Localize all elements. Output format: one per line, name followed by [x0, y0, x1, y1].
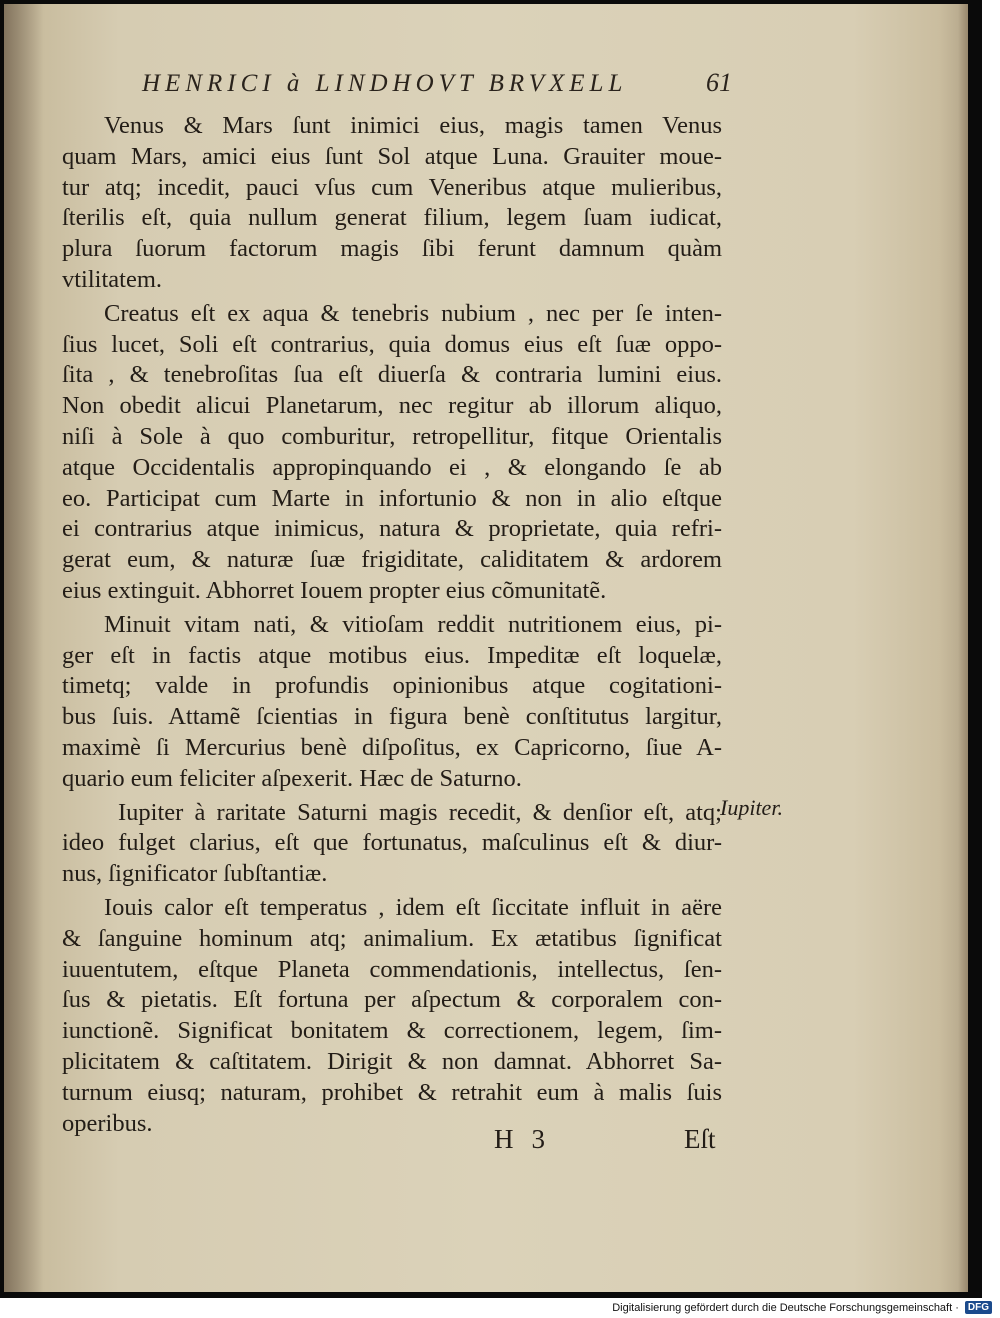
- signature-letter: H: [494, 1124, 514, 1154]
- dfg-logo: DFG: [965, 1301, 992, 1314]
- text-line: timetq; valde in profundis opinionibus atque cogitationi-: [62, 672, 722, 700]
- paragraph: [62, 798, 722, 890]
- text-line: tur atq; incedit, pauci vſus cum Veneribus atque mulieribus,: [62, 173, 722, 201]
- paragraph: [62, 610, 722, 795]
- text-line: & ſanguine hominum atq; animalium. Ex ætatibus ſignificat: [62, 924, 722, 952]
- text-line: iuuentutem, eſtque Planeta commendationis, intellectus, ſen-: [62, 955, 722, 983]
- text-line: Non obedit alicui Planetarum, nec regitur ab illorum aliquo,: [62, 392, 722, 420]
- text-line: Iupiter à raritate Saturni magis recedit, & denſior eſt, atq;: [118, 798, 722, 826]
- footer-credit: [612, 1301, 992, 1314]
- text-line: plura ſuorum factorum magis ſibi ferunt damnum quàm: [62, 235, 722, 263]
- text-line: ſius lucet, Soli eſt contrarius, quia domus eius eſt ſuæ oppo-: [62, 330, 722, 358]
- running-head-title: HENRICI à LINDHOVT BRVXELL: [142, 70, 628, 97]
- text-line: atque Occidentalis appropinquando ei , & elongando ſe ab: [62, 453, 722, 481]
- text-line: ſita , & tenebroſitas ſua eſt diuerſa & contraria lumini eius.: [62, 361, 722, 389]
- text-line: bus ſuis. Attamẽ ſcientias in figura benè conſtitutus largitur,: [62, 703, 722, 731]
- paragraph: [62, 893, 722, 1139]
- text-line: niſi à Sole à quo comburitur, retropellitur, fitque Orientalis: [62, 422, 722, 450]
- text-line: nus, ſignificator ſubſtantiæ.: [62, 860, 328, 888]
- text-line: Iouis calor eſt temperatus , idem eſt ſiccitate influit in aëre: [104, 893, 722, 921]
- text-line: maximè ſi Mercurius benè diſpoſitus, ex Capricorno, ſiue A-: [62, 733, 722, 761]
- signature-mark: [494, 1124, 545, 1155]
- text-line: gerat eum, & naturæ ſuæ frigiditate, caliditatem & ardorem: [62, 546, 722, 574]
- page-edge: [958, 4, 968, 1292]
- text-line: eius extinguit. Abhorret Iouem propter eius cõmunitatẽ.: [62, 576, 607, 604]
- catchword: Eſt: [684, 1124, 716, 1154]
- margin-note: Iupiter.: [720, 795, 783, 820]
- running-head: [142, 68, 732, 98]
- footer-text: Digitalisierung gefördert durch die Deutsche Forschungsgemeinschaft ·: [612, 1301, 959, 1314]
- text-line: iunctionẽ. Significat bonitatem & correctionem, legem, ſim-: [62, 1017, 722, 1045]
- text-line: quario eum feliciter aſpexerit. Hæc de Saturno.: [62, 764, 522, 792]
- text-line: Minuit vitam nati, & vitioſam reddit nutritionem eius, pi-: [104, 610, 722, 638]
- text-line: turnum eiusq; naturam, prohibet & retrahit eum à malis ſuis: [62, 1078, 722, 1106]
- text-line: vtilitatem.: [62, 265, 163, 293]
- gutter-shadow: [4, 4, 44, 1292]
- text-line: operibus.: [62, 1109, 153, 1137]
- page-number: 61: [706, 68, 732, 97]
- text-line: ger eſt in factis atque motibus eius. Impeditæ eſt loquelæ,: [62, 641, 722, 669]
- text-line: ſterilis eſt, quia nullum generat filium, legem ſuam iudicat,: [62, 204, 722, 232]
- paragraph: [62, 111, 722, 296]
- text-line: quam Mars, amici eius ſunt Sol atque Luna. Grauiter moue-: [62, 142, 722, 170]
- text-line: ſus & pietatis. Eſt fortuna per aſpectum & corporalem con-: [62, 986, 722, 1014]
- text-line: eo. Participat cum Marte in infortunio & non in alio eſtque: [62, 484, 722, 512]
- text-line: ei contrarius atque inimicus, natura & proprietate, quia refri-: [62, 515, 722, 543]
- text-line: Venus & Mars ſunt inimici eius, magis tamen Venus: [104, 112, 722, 139]
- main-text: [62, 111, 722, 1139]
- text-line: plicitatem & caſtitatem. Dirigit & non damnat. Abhorret Sa-: [62, 1047, 722, 1075]
- signature-number: 3: [531, 1124, 545, 1154]
- text-line: Creatus eſt ex aqua & tenebris nubium , nec per ſe inten-: [104, 299, 722, 327]
- text-line: ideo fulget clarius, eſt que fortunatus, maſculinus eſt & diur-: [62, 829, 722, 857]
- paragraph: [62, 299, 722, 607]
